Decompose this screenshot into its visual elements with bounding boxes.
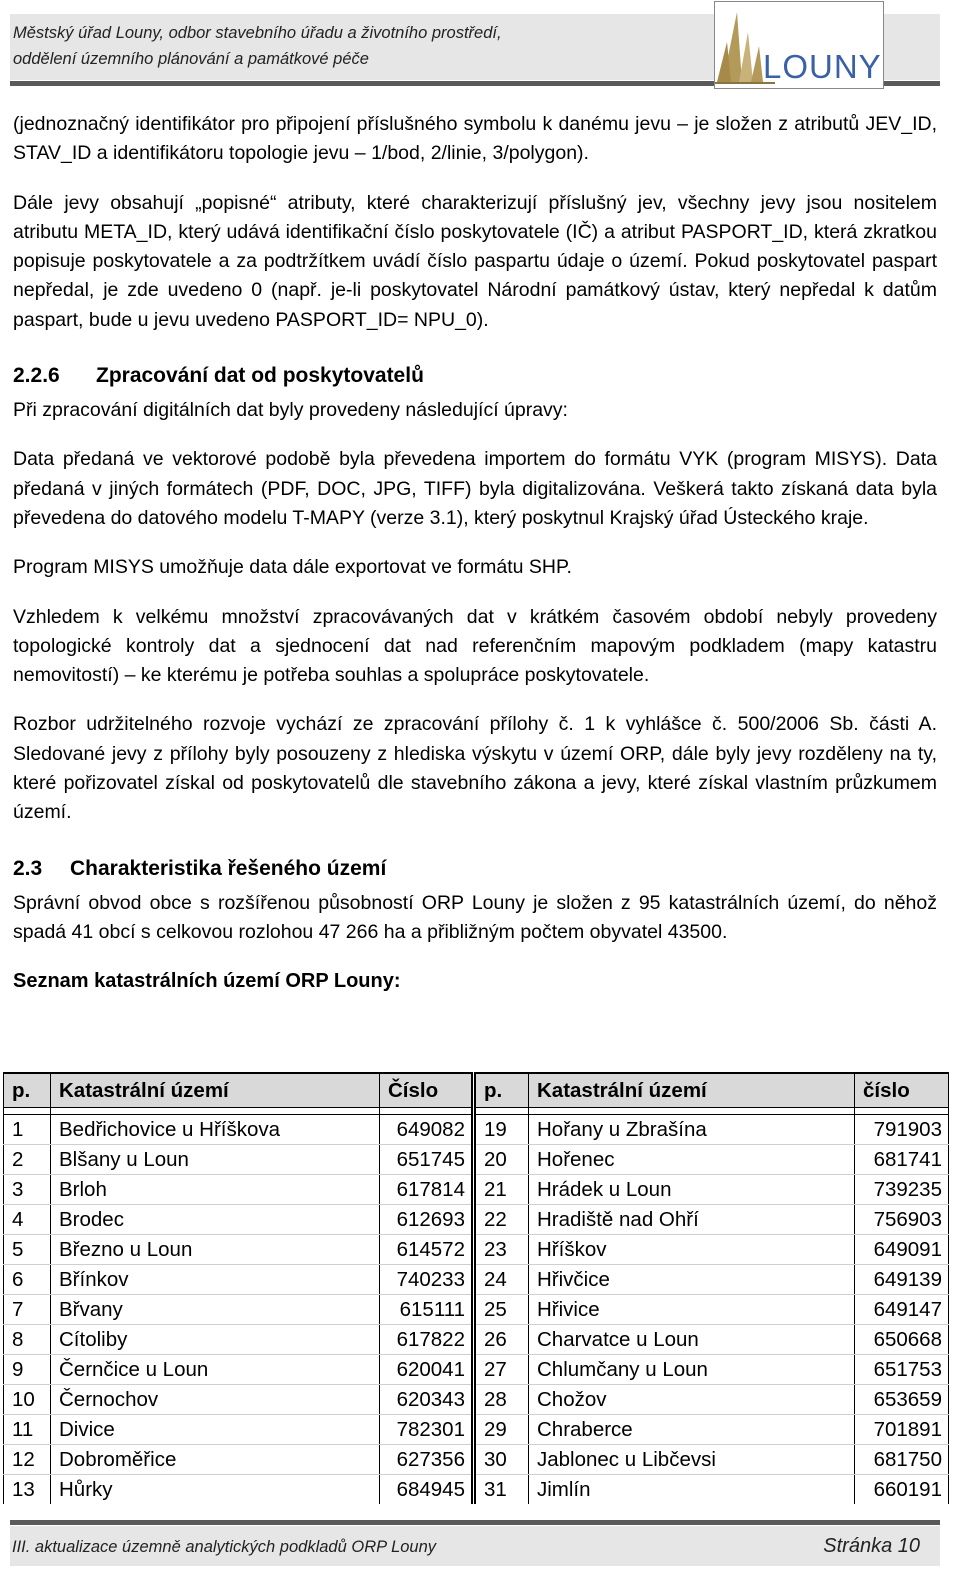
table-row — [4, 1325, 949, 1355]
cadastral-name-cell: Chlumčany u Loun — [529, 1355, 855, 1385]
table-row — [4, 1175, 949, 1205]
table-row — [4, 1445, 949, 1475]
table-row — [4, 1265, 949, 1295]
row-number-cell: 26 — [474, 1325, 529, 1355]
heading-title: Zpracování dat od poskytovatelů — [96, 364, 424, 388]
table-row — [4, 1235, 949, 1265]
cadastral-name-cell: Chožov — [529, 1385, 855, 1415]
cadastral-name-cell: Divice — [51, 1415, 380, 1445]
cadastral-name-cell: Břínkov — [51, 1265, 380, 1295]
footer-rule — [10, 1520, 940, 1525]
header-cell: p. — [474, 1073, 529, 1108]
row-number-cell: 9 — [4, 1355, 51, 1385]
cadastral-code-cell: 612693 — [380, 1205, 474, 1235]
row-number-cell: 10 — [4, 1385, 51, 1415]
page-number: Stránka 10 — [823, 1535, 920, 1557]
paragraph-topology: Vzhledem k velkému množství zpracovávaných dat v krátkém časovém období nebyly provedeny topologické kontroly dat a sjednocení dat nad referenčním mapovým podkladem (mapy katastru nemovitostí) – ke kterému je potřeba souhlas a spolupráce poskytovatele. — [13, 605, 937, 687]
cadastral-name-cell: Jimlín — [529, 1475, 855, 1505]
cadastral-code-cell: 653659 — [855, 1385, 949, 1415]
cadastral-code-cell: 740233 — [380, 1265, 474, 1295]
row-number-cell: 12 — [4, 1445, 51, 1475]
cadastral-code-cell: 660191 — [855, 1475, 949, 1505]
row-number-cell: 31 — [474, 1475, 529, 1505]
row-number-cell: 19 — [474, 1115, 529, 1145]
cadastral-code-cell: 681750 — [855, 1445, 949, 1475]
paragraph-misys-export: Program MISYS umožňuje data dále exportovat ve formátu SHP. — [13, 556, 572, 579]
cadastral-name-cell: Černochov — [51, 1385, 380, 1415]
cadastral-name-cell: Brodec — [51, 1205, 380, 1235]
cadastral-code-cell: 681741 — [855, 1145, 949, 1175]
row-number-cell: 22 — [474, 1205, 529, 1235]
row-number-cell: 5 — [4, 1235, 51, 1265]
table-row — [4, 1385, 949, 1415]
row-number-cell: 8 — [4, 1325, 51, 1355]
table-row — [4, 1115, 949, 1145]
cadastral-code-cell: 614572 — [380, 1235, 474, 1265]
cadastral-code-cell: 791903 — [855, 1115, 949, 1145]
header-cell: Číslo — [380, 1073, 474, 1108]
cadastral-code-cell: 649147 — [855, 1295, 949, 1325]
cadastral-name-cell: Hradiště nad Ohří — [529, 1205, 855, 1235]
cadastral-code-cell: 617822 — [380, 1325, 474, 1355]
heading-number: 2.3 — [13, 856, 43, 880]
cadastral-name-cell: Černčice u Loun — [51, 1355, 380, 1385]
cadastral-code-cell: 756903 — [855, 1205, 949, 1235]
cadastral-code-cell: 617814 — [380, 1175, 474, 1205]
row-number-cell: 7 — [4, 1295, 51, 1325]
header-line-1: Městský úřad Louny, odbor stavebního úřadu a životního prostředí, — [13, 24, 502, 42]
cadastral-name-cell: Hořany u Zbrašína — [529, 1115, 855, 1145]
cadastral-name-cell: Dobroměřice — [51, 1445, 380, 1475]
heading-2-2-6 — [13, 361, 937, 390]
cadastral-name-cell: Bedřichovice u Hříškova — [51, 1115, 380, 1145]
table-row — [4, 1475, 949, 1505]
cadastral-name-cell: Jablonec u Libčevsi — [529, 1445, 855, 1475]
cadastral-name-cell: Hrádek u Loun — [529, 1175, 855, 1205]
cadastral-name-cell: Cítoliby — [51, 1325, 380, 1355]
table-row — [4, 1355, 949, 1385]
cadastral-code-cell: 615111 — [380, 1295, 474, 1325]
cadastral-name-cell: Brloh — [51, 1175, 380, 1205]
cadastral-code-cell: 684945 — [380, 1475, 474, 1505]
cadastral-code-cell: 782301 — [380, 1415, 474, 1445]
row-number-cell: 21 — [474, 1175, 529, 1205]
cadastral-code-cell: 649139 — [855, 1265, 949, 1295]
paragraph-attributes: Dále jevy obsahují „popisné“ atributy, které charakterizují příslušný jev, všechny jevy jsou nositelem atributu META_ID, který udává identifikační číslo poskytovatele (IČ) a atribut PASPORT_ID, která zkratkou popisuje poskytovatele a za podtržítkem uvádí číslo paspartu údaje o území. Pokud poskytovatel paspart nepředal, je zde uvedeno 0 (např. je-li poskytovatel Národní památkový ústav, který nepředal k datům paspart, bude u jevu uvedeno PASPORT_ID= NPU_0). — [13, 191, 937, 331]
table-row — [4, 1205, 949, 1235]
list-title: Seznam katastrálních území ORP Louny: — [13, 970, 401, 993]
cadastral-name-cell: Blšany u Loun — [51, 1145, 380, 1175]
row-number-cell: 11 — [4, 1415, 51, 1445]
row-number-cell: 23 — [474, 1235, 529, 1265]
footer-title: III. aktualizace územně analytických podkladů ORP Louny — [12, 1538, 437, 1556]
cadastral-code-cell: 627356 — [380, 1445, 474, 1475]
page-footer — [10, 1526, 940, 1566]
paragraph-territory: Správní obvod obce s rozšířenou působností ORP Louny je složen z 95 katastrálních území, do něhož spadá 41 obcí s celkovou rozlohou 47 266 ha a přibližným počtem obyvatel 43500. — [13, 891, 937, 943]
paragraph-sustainability: Rozbor udržitelného rozvoje vychází ze zpracování přílohy č. 1 k vyhlášce č. 500/2006 Sb. části A. Sledované jevy z přílohy byly posouzeny z hlediska výskytu v území ORP, dále byly jevy rozděleny na ty, které pořizovatel získal od poskytovatelů dle stavebního zákona a jevy, které získal vlastním průzkumem území. — [13, 713, 937, 824]
header-line-2: oddělení územního plánování a památkové péče — [13, 50, 369, 68]
table-header-row — [4, 1073, 949, 1108]
header-cell: číslo — [855, 1073, 949, 1108]
document-body — [13, 110, 937, 996]
louny-logo — [714, 1, 884, 89]
cadastral-code-cell: 651745 — [380, 1145, 474, 1175]
row-number-cell: 24 — [474, 1265, 529, 1295]
row-number-cell: 1 — [4, 1115, 51, 1145]
cadastral-code-cell: 739235 — [855, 1175, 949, 1205]
paragraph-vector-data: Data předaná ve vektorové podobě byla převedena importem do formátu VYK (program MISYS). Data předaná v jiných formátech (PDF, DOC, JPG, TIFF) byla digitalizována. Veškerá takto získaná data byla převedena do datového modelu T-MAPY (verze 3.1), který poskytnul Krajský úřad Ústeckého kraje. — [13, 448, 937, 529]
cadastral-name-cell: Hřivčice — [529, 1265, 855, 1295]
cadastral-code-cell: 649091 — [855, 1235, 949, 1265]
logo-text: LOUNY — [763, 48, 882, 85]
cadastral-name-cell: Hřivice — [529, 1295, 855, 1325]
cadastral-code-cell: 650668 — [855, 1325, 949, 1355]
cadastral-code-cell: 620041 — [380, 1355, 474, 1385]
cadastral-table — [3, 1072, 949, 1504]
row-number-cell: 29 — [474, 1415, 529, 1445]
table-row — [4, 1415, 949, 1445]
cadastral-name-cell: Březno u Loun — [51, 1235, 380, 1265]
header-cell: Katastrální území — [51, 1073, 380, 1108]
cadastral-name-cell: Hříškov — [529, 1235, 855, 1265]
cadastral-name-cell: Charvatce u Loun — [529, 1325, 855, 1355]
cadastral-code-cell: 620343 — [380, 1385, 474, 1415]
table-row — [4, 1295, 949, 1325]
table-row — [4, 1145, 949, 1175]
row-number-cell: 3 — [4, 1175, 51, 1205]
row-number-cell: 25 — [474, 1295, 529, 1325]
header-cell: Katastrální území — [529, 1073, 855, 1108]
cadastral-code-cell: 651753 — [855, 1355, 949, 1385]
row-number-cell: 27 — [474, 1355, 529, 1385]
row-number-cell: 28 — [474, 1385, 529, 1415]
cadastral-name-cell: Hůrky — [51, 1475, 380, 1505]
cadastral-code-cell: 649082 — [380, 1115, 474, 1145]
header-text — [13, 20, 502, 72]
heading-number: 2.2.6 — [13, 364, 60, 388]
heading-2-3 — [13, 854, 937, 883]
cadastral-name-cell: Hořenec — [529, 1145, 855, 1175]
cadastral-code-cell: 701891 — [855, 1415, 949, 1445]
paragraph-identifier: (jednoznačný identifikátor pro připojení příslušného symbolu k danému jevu – je složen z atributů JEV_ID, STAV_ID a identifikátoru topologie jevu – 1/bod, 2/linie, 3/polygon). — [13, 113, 937, 165]
row-number-cell: 4 — [4, 1205, 51, 1235]
heading-title: Charakteristika řešeného území — [70, 856, 387, 880]
row-number-cell: 13 — [4, 1475, 51, 1505]
header-cell: p. — [4, 1073, 51, 1108]
row-number-cell: 6 — [4, 1265, 51, 1295]
cadastral-name-cell: Chraberce — [529, 1415, 855, 1445]
cadastral-name-cell: Břvany — [51, 1295, 380, 1325]
paragraph-processing: Při zpracování digitálních dat byly provedeny následující úpravy: — [13, 399, 568, 422]
row-number-cell: 30 — [474, 1445, 529, 1475]
row-number-cell: 20 — [474, 1145, 529, 1175]
row-number-cell: 2 — [4, 1145, 51, 1175]
